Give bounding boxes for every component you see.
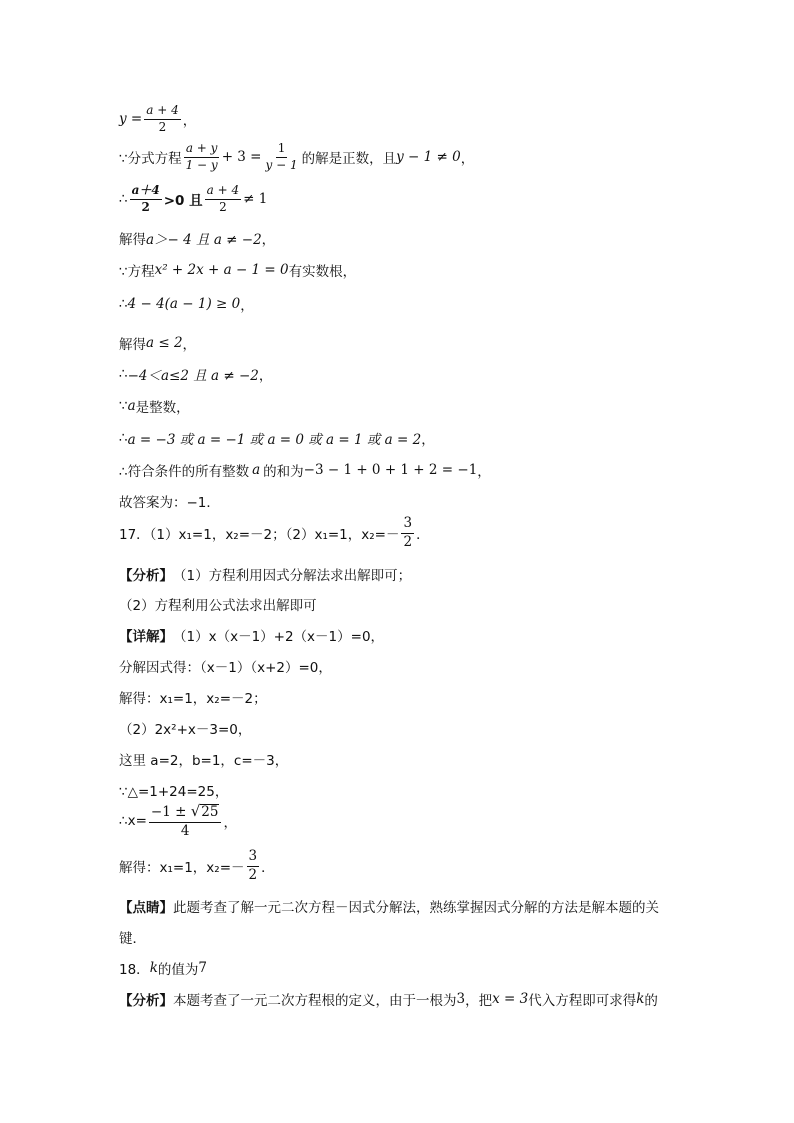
line-q17-analysis bbox=[119, 564, 411, 584]
math-expr: a = −3 或 a = −1 或 a = 0 或 a = 1 或 a = 2 bbox=[127, 432, 422, 448]
line-q17-remark bbox=[119, 896, 659, 916]
line-a-values bbox=[119, 428, 435, 448]
text: （1）x（x－1）+2（x－1）=0， bbox=[173, 629, 385, 645]
line-solve-a bbox=[119, 228, 275, 248]
line-solution-2 bbox=[119, 849, 275, 883]
math-expr: x² + 2x + a − 1 = 0 bbox=[154, 262, 289, 278]
math-var: k bbox=[149, 960, 158, 976]
punct: ， bbox=[421, 432, 435, 448]
line-q17-analysis-2 bbox=[119, 594, 317, 614]
text: 代入方程即可求得 bbox=[528, 993, 637, 1009]
section-tag: 【分析】 bbox=[119, 568, 173, 584]
text: ∴ bbox=[119, 430, 128, 446]
punct: ， bbox=[460, 151, 475, 168]
text: >0 且 bbox=[163, 193, 203, 210]
text: ∴ bbox=[119, 366, 128, 382]
numerator: −1 ± √ 25 bbox=[149, 803, 222, 823]
line-q17-answer bbox=[119, 516, 430, 550]
punct: ， bbox=[261, 232, 276, 248]
math-expr: a＞− 4 且 a ≠ −2 bbox=[146, 232, 262, 248]
section-tag: 【详解】 bbox=[119, 629, 173, 645]
text: 的和为 bbox=[263, 464, 304, 480]
text: 故答案为：−1． bbox=[119, 495, 220, 511]
text: 17．（1）x₁=1，x₂=－2；（2）x₁=1，x₂=－ bbox=[119, 527, 400, 544]
math-expr: 3 bbox=[456, 991, 466, 1007]
text: 键． bbox=[119, 931, 146, 947]
text: ∴ bbox=[119, 296, 128, 312]
math-var: a bbox=[252, 462, 261, 478]
text: 的解是正数，且 bbox=[301, 151, 397, 168]
text: 本题考查了一元二次方程根的定义，由于一根为 bbox=[173, 993, 457, 1009]
text: （2）方程利用公式法求出解即可 bbox=[119, 598, 317, 614]
line-factor bbox=[119, 656, 332, 676]
math-expr: 4 − 4(a − 1) ≥ 0 bbox=[127, 296, 241, 312]
text: 解得 bbox=[119, 337, 146, 353]
text: （2）2x²+x－3=0， bbox=[119, 722, 252, 738]
text: ∴ bbox=[119, 191, 128, 208]
fraction: $\frac{1}{y - 1}$ bbox=[265, 141, 298, 172]
fraction: −1 ± √ 25 4 bbox=[149, 803, 222, 839]
line-range-a bbox=[119, 364, 272, 384]
line-sum-integers bbox=[119, 460, 491, 480]
line-q17-detail bbox=[119, 625, 384, 645]
math-expr: y = bbox=[119, 111, 143, 128]
punct: ， bbox=[240, 298, 254, 314]
fraction: $\frac{3}{2}$ bbox=[403, 515, 413, 550]
line-eq-2 bbox=[119, 718, 251, 738]
fraction: $\frac{a + y}{1 - y}$ bbox=[185, 141, 218, 172]
line-a-integer bbox=[119, 396, 190, 416]
fraction: $\frac{a + 4}{2}$ bbox=[206, 183, 240, 214]
line-coefficients bbox=[119, 749, 288, 769]
text: （1）方程利用因式分解法求出解即可； bbox=[173, 568, 412, 584]
line-q17-remark-2 bbox=[119, 927, 146, 947]
line-q18-analysis bbox=[119, 989, 658, 1009]
line-fraction-equation bbox=[119, 142, 474, 173]
math-var: k bbox=[636, 991, 645, 1007]
text: 是整数， bbox=[135, 400, 190, 416]
text: 这里 a=2，b=1，c=－3， bbox=[119, 753, 289, 769]
math-expr: 7 bbox=[198, 960, 207, 976]
sqrt: √ 25 bbox=[190, 802, 219, 820]
section-tag: 【点睛】 bbox=[119, 900, 173, 916]
line-y-expression bbox=[119, 104, 196, 135]
text: 分解因式得：（x－1）（x+2）=0， bbox=[119, 660, 332, 676]
text: ∴符合条件的所有整数 bbox=[119, 464, 250, 480]
text: ∵ bbox=[119, 398, 128, 414]
text: 的 bbox=[644, 993, 658, 1009]
math-expr: ≠ 1 bbox=[243, 191, 268, 208]
line-solution-1 bbox=[119, 687, 267, 707]
line-answer bbox=[119, 491, 220, 511]
line-q18-answer bbox=[119, 958, 207, 978]
text: 解得：x₁=1，x₂=－2； bbox=[119, 691, 267, 707]
text: ∴x= bbox=[119, 813, 147, 830]
fraction: $\frac{a + 4}{2}$ bbox=[146, 103, 179, 134]
fraction: $\frac{a+4}{2}$ bbox=[131, 183, 160, 214]
text: ∵△=1+24=25， bbox=[119, 784, 229, 800]
line-real-roots bbox=[119, 260, 356, 280]
text: ，把 bbox=[465, 993, 493, 1009]
math-expr: + 3 = bbox=[221, 149, 262, 166]
text: 解得 bbox=[119, 232, 146, 248]
punct: ， bbox=[182, 113, 197, 130]
line-discriminant bbox=[119, 294, 254, 314]
punct: ， bbox=[223, 815, 237, 832]
punct: ． bbox=[416, 527, 430, 544]
text: 的值为 bbox=[157, 962, 199, 978]
punct: ， bbox=[182, 337, 197, 353]
punct: ． bbox=[261, 860, 275, 877]
text: 此题考查了解一元二次方程－因式分解法，熟练掌握因式分解的方法是解本题的关 bbox=[173, 900, 659, 916]
line-therefore-fraction bbox=[119, 184, 267, 215]
fraction: $\frac{3}{2}$ bbox=[248, 848, 258, 883]
section-tag: 【分析】 bbox=[119, 993, 173, 1009]
math-expr: x = 3 bbox=[492, 991, 529, 1007]
math-expr: a ≤ 2 bbox=[146, 335, 183, 351]
math-expr: −3 − 1 + 0 + 1 + 2 = −1 bbox=[303, 462, 478, 478]
line-delta bbox=[119, 780, 228, 800]
text: 有实数根， bbox=[288, 264, 357, 280]
text: ∵方程 bbox=[119, 264, 155, 280]
line-quadratic-formula bbox=[119, 803, 237, 839]
math-expr: y − 1 ≠ 0 bbox=[396, 149, 461, 166]
punct: ， bbox=[477, 464, 491, 480]
text: 解得：x₁=1，x₂=－ bbox=[119, 860, 245, 877]
punct: ， bbox=[258, 368, 273, 384]
math-expr: −4＜a≤2 且 a ≠ −2 bbox=[127, 368, 259, 384]
line-solve-a-le-2 bbox=[119, 333, 196, 353]
text: ∵分式方程 bbox=[119, 151, 182, 168]
math-expr: a bbox=[127, 398, 136, 414]
text: 18． bbox=[119, 962, 150, 978]
